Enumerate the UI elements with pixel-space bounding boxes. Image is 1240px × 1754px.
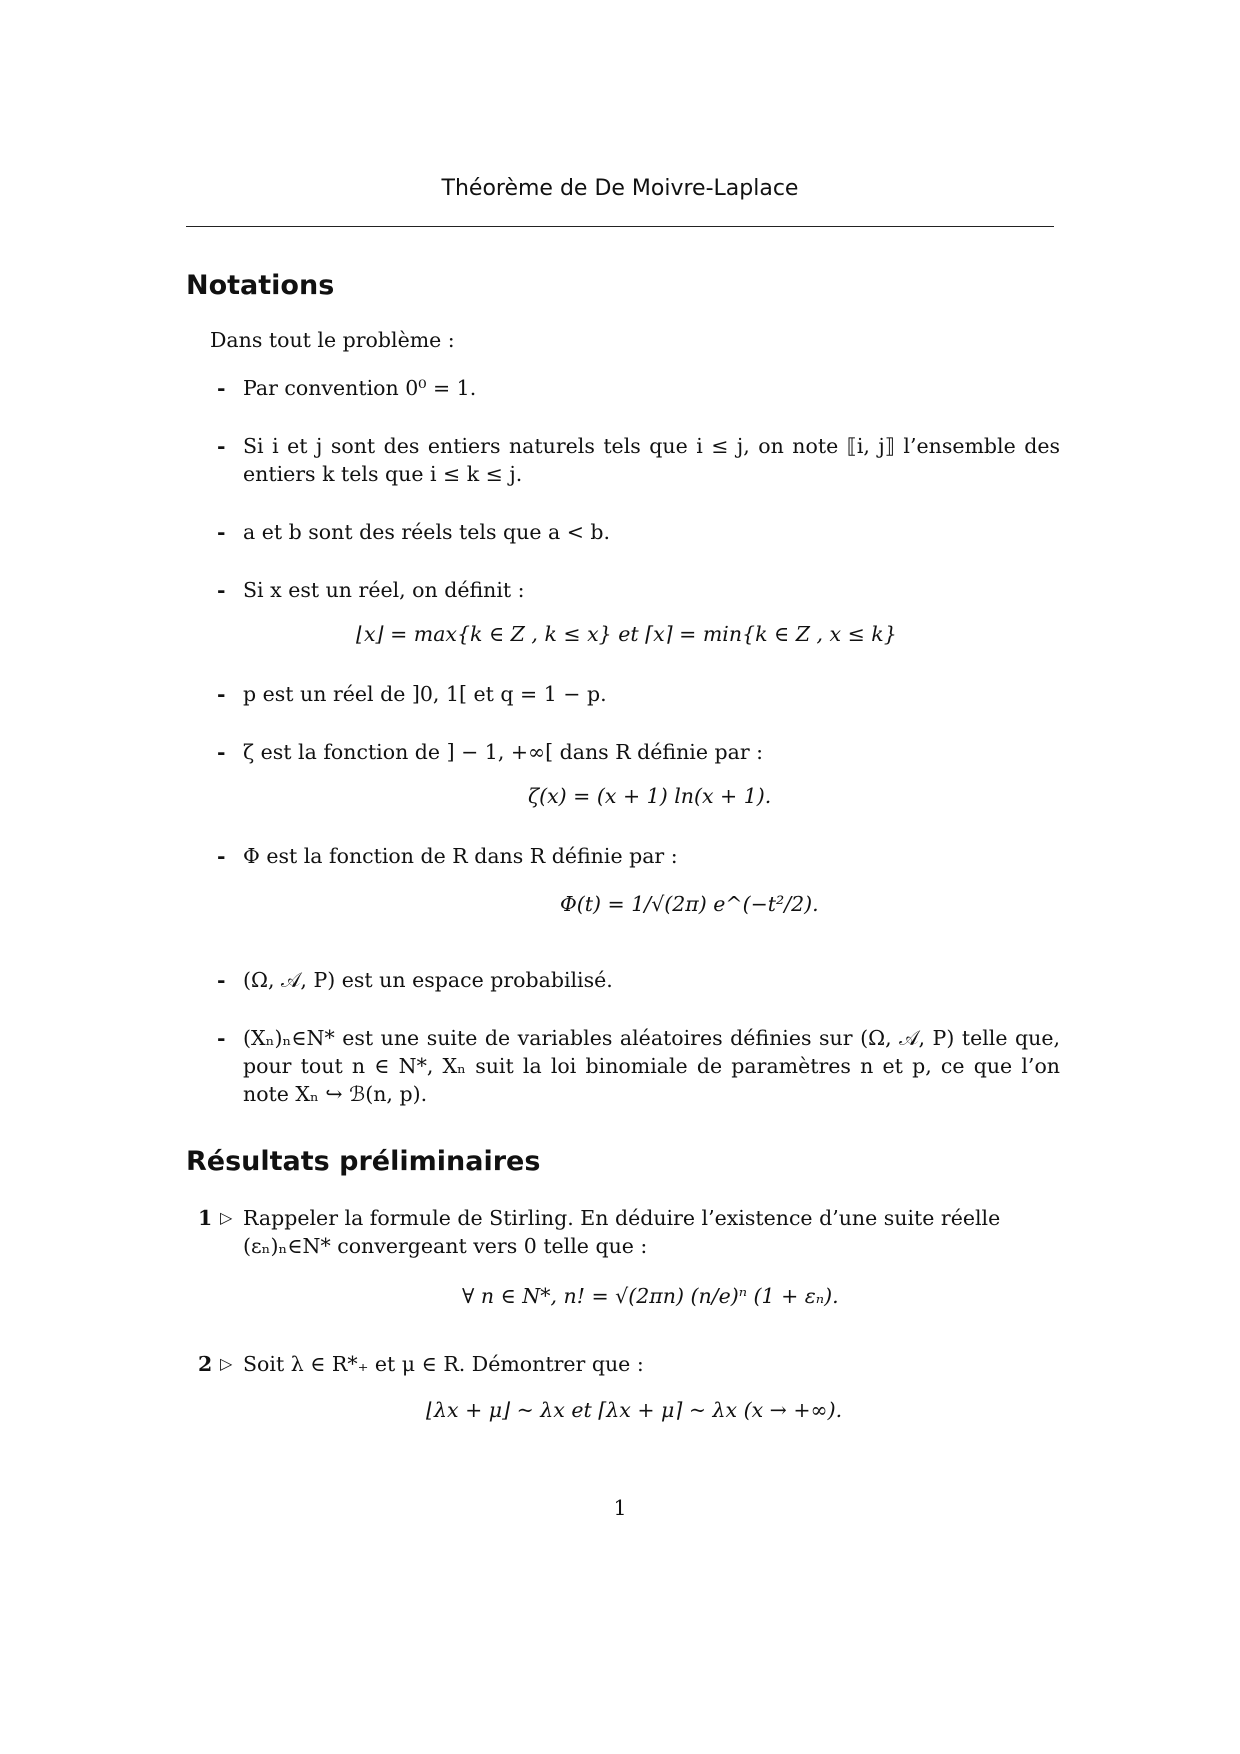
zeta-formula: ζ(x) = (x + 1) ln(x + 1).: [528, 784, 772, 808]
question-item: [190, 1204, 1060, 1260]
stirling-formula: ∀ n ∈ N*, n! = √(2πn) (n/e)ⁿ (1 + εₙ).: [462, 1284, 839, 1308]
notation-item: [217, 966, 1060, 994]
notation-item-text: Si i et j sont des entiers naturels tels que i ≤ j, on note ⟦i, j⟧ l’ensemble des entiers k tels que i ≤ k ≤ j.: [243, 434, 1060, 486]
notation-item-text: (Xₙ)ₙ∈N* est une suite de variables aléatoires définies sur (Ω, 𝒜, P) telle que, pour tout n ∈ N*, Xₙ suit la loi binomiale de paramètres n et p, ce que l’on note Xₙ ↪ ℬ(n, p).: [243, 1026, 1060, 1106]
triangle-marker-icon: ▷: [220, 1208, 233, 1227]
notation-item-text: Si x est un réel, on définit :: [243, 578, 525, 602]
notation-item: [217, 842, 1060, 870]
notations-intro: Dans tout le problème :: [210, 328, 455, 352]
notation-item: [217, 432, 1060, 488]
notation-item-text: ζ est la fonction de ] − 1, +∞[ dans R définie par :: [243, 740, 764, 764]
floor-ceil-formula: ⌊x⌋ = max{k ∈ Z , k ≤ x} et ⌈x⌉ = min{k ∈ Z , x ≤ k}: [356, 622, 897, 646]
question-text: Rappeler la formule de Stirling. En déduire l’existence d’une suite réelle (εₙ)ₙ∈N* convergeant vers 0 telle que :: [243, 1206, 1001, 1258]
list-dash: -: [217, 740, 226, 764]
question-number: 1: [198, 1206, 213, 1230]
notation-item: [217, 680, 1060, 708]
question-text: Soit λ ∈ R*₊ et μ ∈ R. Démontrer que :: [243, 1352, 644, 1376]
notation-item-text: p est un réel de ]0, 1[ et q = 1 − p.: [243, 682, 607, 706]
list-dash: -: [217, 434, 226, 458]
notation-item-text: (Ω, 𝒜, P) est un espace probabilisé.: [243, 968, 613, 992]
list-dash: -: [217, 578, 226, 602]
list-dash: -: [217, 376, 226, 400]
question-number: 2: [198, 1352, 213, 1376]
triangle-marker-icon: ▷: [220, 1354, 233, 1373]
phi-formula: Φ(t) = 1/√(2π) e^(−t²/2).: [560, 892, 819, 916]
notation-item: [217, 576, 1060, 604]
floor-ceil-equivalent-formula: ⌊λx + μ⌋ ~ λx et ⌈λx + μ⌉ ~ λx (x → +∞).: [426, 1398, 843, 1422]
list-dash: -: [217, 844, 226, 868]
notation-item-text: Par convention 0⁰ = 1.: [243, 376, 477, 400]
section-heading-preliminaires: Résultats préliminaires: [186, 1146, 541, 1177]
list-dash: -: [217, 1026, 226, 1050]
question-item: [190, 1350, 1060, 1378]
page-number: 1: [613, 1496, 627, 1520]
notation-item: [217, 738, 1060, 766]
header-rule: [186, 226, 1054, 227]
list-dash: -: [217, 520, 226, 544]
running-header: Théorème de De Moivre-Laplace: [441, 176, 799, 201]
notation-item: [217, 374, 1060, 402]
list-dash: -: [217, 682, 226, 706]
notation-item: [217, 1024, 1060, 1108]
list-dash: -: [217, 968, 226, 992]
notation-item: [217, 518, 1060, 546]
section-heading-notations: Notations: [186, 270, 335, 301]
notation-item-text: a et b sont des réels tels que a < b.: [243, 520, 611, 544]
notation-item-text: Φ est la fonction de R dans R définie par :: [243, 844, 678, 868]
